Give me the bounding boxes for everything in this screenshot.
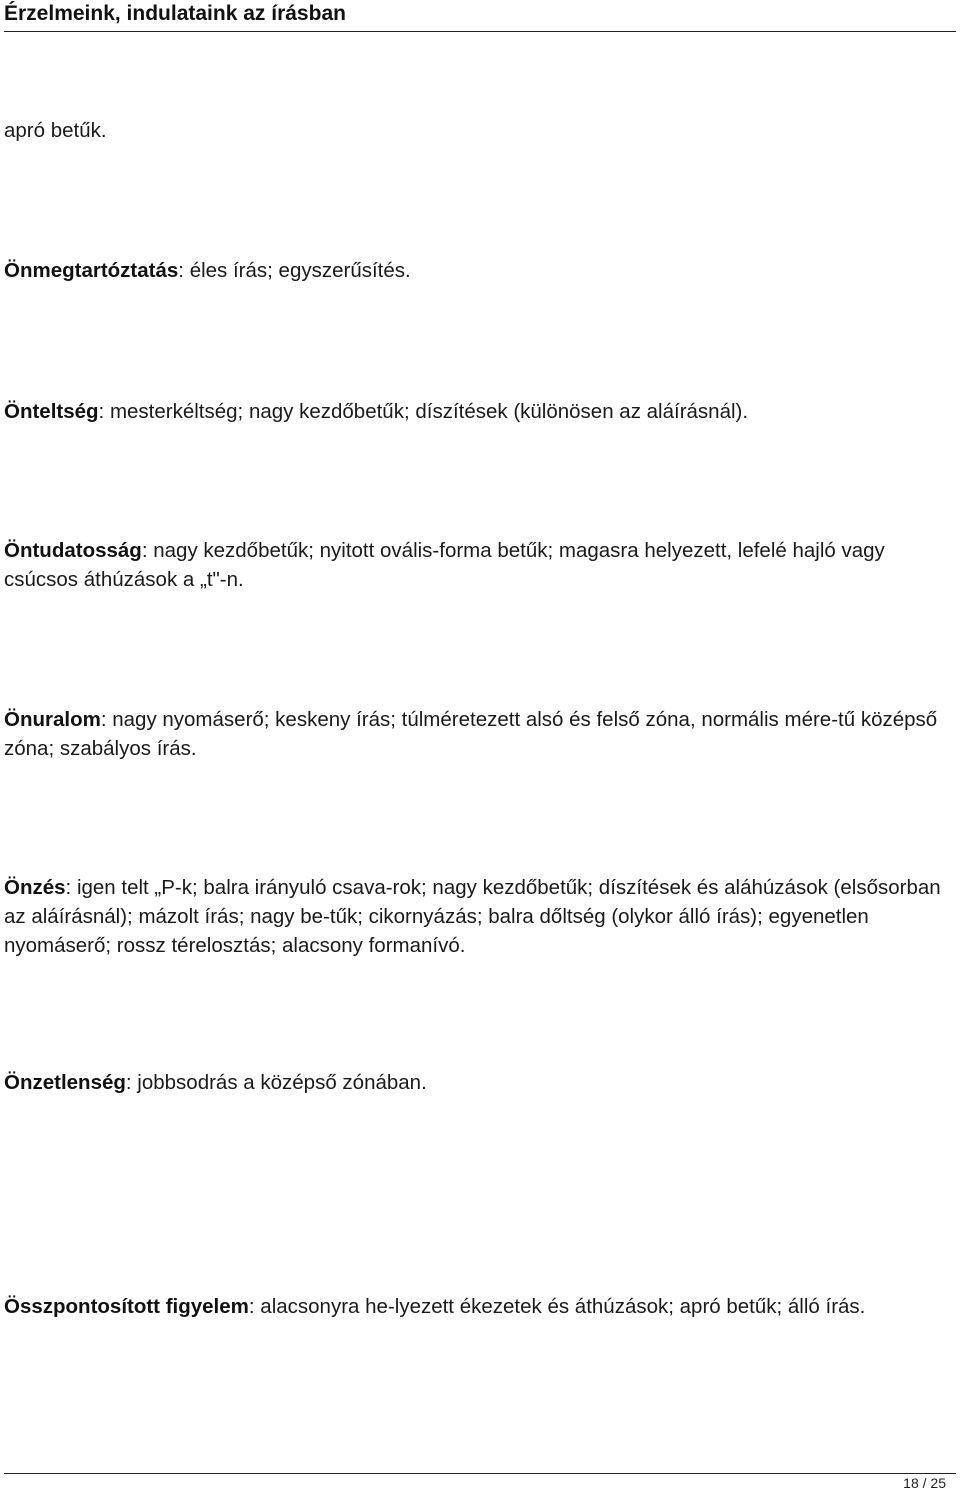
definition: nagy kezdőbetűk; nyitott ovális-forma betűk; magasra helyezett, lefelé hajló vagy csúcsos áthúzások a „t"-n. — [4, 539, 885, 591]
entry-onmegtartoztatas: Önmegtartóztatás: éles írás; egyszerűsítés. — [4, 259, 411, 282]
entry-onteltseg: Önteltség: mesterkéltség; nagy kezdőbetűk; díszítések (különösen az aláírásnál). — [4, 400, 749, 423]
definition: alacsonyra he-lyezett ékezetek és áthúzások; apró betűk; álló írás. — [260, 1295, 866, 1318]
term: Önmegtartóztatás — [4, 259, 179, 282]
definition: apró betűk. — [4, 119, 107, 142]
term: Önzetlenség — [4, 1071, 126, 1094]
term: Összpontosított figyelem — [4, 1295, 249, 1318]
entry-ontudatossag: Öntudatosság: nagy kezdőbetűk; nyitott ovális-forma betűk; magasra helyezett, lefelé hajló vagy csúcsos áthúzások a „t"-n. — [4, 539, 885, 591]
definition: jobbsodrás a középső zónában. — [137, 1071, 427, 1094]
term: Öntudatosság — [4, 539, 142, 562]
definition: éles írás; egyszerűsítés. — [189, 259, 411, 282]
entry-osszpontositott-figyelem: Összpontosított figyelem: alacsonyra he-lyezett ékezetek és áthúzások; apró betűk; álló írás. — [4, 1295, 866, 1318]
page-title: Érzelmeink, indulataink az írásban — [4, 2, 346, 25]
definition: igen telt „P-k; balra irányuló csava-rok; nagy kezdőbetűk; díszítések és aláhúzások (elsősorban az aláírásnál); mázolt írás; nagy be-tűk; cikornyázás; balra dőltség (olykor álló írás); egyenetlen nyomáserő; rossz térelosztás; alacsony formanívó. — [4, 876, 941, 957]
term: Önuralom — [4, 708, 101, 731]
entry-onzes: Önzés: igen telt „P-k; balra irányuló csava-rok; nagy kezdőbetűk; díszítések és aláhúzások (elsősorban az aláírásnál); mázolt írás; nagy be-tűk; cikornyázás; balra dőltség (olykor álló írás); egyenetlen nyomáserő; rossz térelosztás; alacsony formanívó. — [4, 876, 941, 957]
definition: nagy nyomáserő; keskeny írás; túlméretezett alsó és felső zóna, normális mére-tű középső zóna; szabályos írás. — [4, 708, 938, 760]
footer-divider — [4, 1473, 956, 1474]
term: Önteltség — [4, 400, 99, 423]
paragraph-continuation — [4, 116, 956, 145]
term: Önzés — [4, 876, 66, 899]
entry-onuralom: Önuralom: nagy nyomáserő; keskeny írás; túlméretezett alsó és felső zóna, normális mére-tű középső zóna; szabályos írás. — [4, 708, 938, 760]
definition: mesterkéltség; nagy kezdőbetűk; díszítések (különösen az aláírásnál). — [109, 400, 749, 423]
entry-onzetlenseg: Önzetlenség: jobbsodrás a középső zónában. — [4, 1071, 427, 1094]
page-number: 18 / 25 — [903, 1475, 946, 1491]
page-header — [4, 0, 956, 32]
